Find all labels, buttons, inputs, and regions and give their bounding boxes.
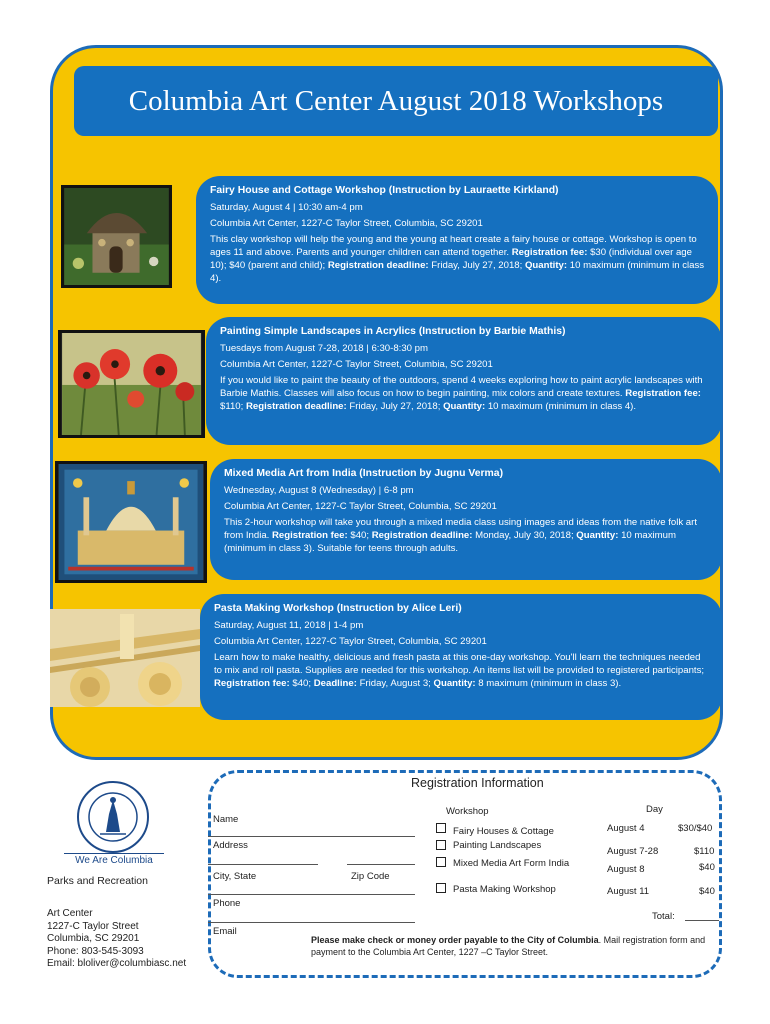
contact-address bbox=[47, 908, 186, 971]
option-name: Painting Landscapes bbox=[453, 840, 542, 851]
workshop-where: Columbia Art Center, 1227-C Taylor Street, Columbia, SC 29201 bbox=[210, 218, 483, 229]
deadline-label: Registration deadline: bbox=[371, 530, 473, 541]
mixed-media-checkbox[interactable] bbox=[436, 857, 446, 867]
description-text: This clay workshop will help the young and the young at heart create a fairy house or cottage. Workshop is open to ages 11 and above. Parents and younger children can attend together. bbox=[210, 234, 697, 258]
quantity-value: 10 maximum (minimum in class 4). bbox=[485, 401, 637, 412]
quantity-label: Quantity: bbox=[443, 401, 486, 412]
workshop-card-pasta bbox=[200, 594, 722, 720]
quantity-value: 10 maximum (minimum in class 4). bbox=[210, 260, 705, 284]
deadline-label: Registration deadline: bbox=[327, 260, 429, 271]
total-input-line[interactable] bbox=[685, 920, 719, 921]
option-day: August 7-28 bbox=[607, 846, 659, 857]
workshop-when: Saturday, August 11, 2018 | 1-4 pm bbox=[214, 620, 364, 631]
payment-rest-text: . Mail registration form and payment to the Columbia Art Center, 1227 –C Taylor Street. bbox=[311, 935, 706, 957]
option-name: Pasta Making Workshop bbox=[453, 884, 556, 895]
workshop-card-mixed-media bbox=[210, 459, 722, 580]
zip-code-label: Zip Code bbox=[351, 871, 390, 882]
workshop-where: Columbia Art Center, 1227-C Taylor Street, Columbia, SC 29201 bbox=[220, 359, 493, 370]
total-label: Total: bbox=[652, 911, 675, 922]
fee-label: Registration fee: bbox=[272, 530, 348, 541]
tagline bbox=[64, 853, 164, 868]
name-input-line[interactable] bbox=[208, 836, 415, 837]
option-price: $110 bbox=[694, 846, 715, 857]
page-title-text: Columbia Art Center August 2018 Workshops bbox=[128, 84, 664, 117]
workshop-card-painting bbox=[206, 317, 722, 445]
workshop-where: Columbia Art Center, 1227-C Taylor Street, Columbia, SC 29201 bbox=[214, 636, 487, 647]
registration-heading: Registration Information bbox=[411, 776, 544, 790]
workshop-description bbox=[210, 233, 706, 285]
fee-value: $40; bbox=[289, 678, 314, 689]
fairy-house-photo bbox=[61, 185, 172, 288]
workshop-title: Pasta Making Workshop (Instruction by Alice Leri) bbox=[214, 603, 462, 614]
pasta-image bbox=[50, 609, 200, 707]
option-day: August 4 bbox=[607, 823, 645, 834]
quantity-label: Quantity: bbox=[524, 260, 568, 271]
description-text: Learn how to make healthy, delicious and fresh pasta at this one-day workshop. You'll learn the techniques needed to mix and roll pasta. Supplies are needed for this workshop. An items list will be provided to registered participants; bbox=[214, 652, 705, 676]
workshop-when: Saturday, August 4 | 10:30 am-4 pm bbox=[210, 202, 363, 213]
description-text: If you would like to paint the beauty of the outdoors, spend 4 weeks exploring how to paint acrylic landscapes with Barbie Mathis. Classes will also focus on how to begin painting, mix colors and create textures. bbox=[220, 375, 703, 399]
city-seal-logo bbox=[76, 780, 150, 854]
city-state-label: City, State bbox=[213, 871, 257, 882]
address-input-line[interactable] bbox=[208, 864, 318, 865]
fee-label: Registration fee: bbox=[511, 247, 588, 258]
option-price: $40 bbox=[699, 862, 715, 873]
painting-landscapes-checkbox[interactable] bbox=[436, 840, 446, 850]
email-label: Email bbox=[213, 926, 237, 937]
workshop-column-header: Workshop bbox=[446, 806, 489, 817]
pasta-making-checkbox[interactable] bbox=[436, 883, 446, 893]
department-name: Parks and Recreation bbox=[47, 875, 148, 887]
option-day: August 8 bbox=[607, 864, 645, 875]
fee-label: Registration fee: bbox=[625, 388, 701, 399]
address-line: Columbia, SC 29201 bbox=[47, 933, 140, 944]
fairy-houses-checkbox[interactable] bbox=[436, 823, 446, 833]
phone-label: Phone bbox=[213, 898, 241, 909]
page-title bbox=[74, 66, 718, 136]
workshop-description bbox=[224, 516, 710, 555]
deadline-value: Friday, July 27, 2018; bbox=[346, 401, 444, 412]
city-seal-icon bbox=[76, 780, 150, 854]
fee-label: Registration fee: bbox=[214, 678, 290, 689]
option-price: $40 bbox=[699, 886, 715, 897]
workshop-card-fairy-house bbox=[196, 176, 718, 304]
india-art-photo bbox=[55, 461, 207, 583]
address-line: Art Center bbox=[47, 908, 93, 919]
fee-value: $40; bbox=[347, 530, 372, 541]
city-input-line[interactable] bbox=[208, 894, 415, 895]
fee-value: $110; bbox=[220, 401, 246, 412]
payment-bold-text: Please make check or money order payable to the City of Columbia bbox=[311, 935, 599, 945]
quantity-label: Quantity: bbox=[433, 678, 476, 689]
option-name: Fairy Houses & Cottage bbox=[453, 826, 554, 837]
day-column-header: Day bbox=[646, 804, 663, 815]
phone-input-line[interactable] bbox=[208, 922, 415, 923]
taj-mahal-art-image bbox=[58, 464, 204, 580]
quantity-value: 10 maximum (minimum in class 3). Suitable for teens through adults. bbox=[224, 530, 676, 554]
quantity-value: 8 maximum (minimum in class 3). bbox=[475, 678, 622, 689]
address-line: 1227-C Taylor Street bbox=[47, 920, 139, 932]
workshop-title: Painting Simple Landscapes in Acrylics (Instruction by Barbie Mathis) bbox=[220, 326, 566, 337]
email-line: Email: bloliver@columbiasc.net bbox=[47, 958, 187, 969]
workshop-title: Fairy House and Cottage Workshop (Instruction by Lauraette Kirkland) bbox=[210, 185, 559, 196]
workshop-description bbox=[214, 651, 710, 690]
tagline-text: We Are Columbia bbox=[75, 855, 153, 866]
workshop-title: Mixed Media Art from India (Instruction by Jugnu Verma) bbox=[224, 468, 504, 479]
deadline-label: Registration deadline: bbox=[245, 401, 347, 412]
address-label: Address bbox=[213, 840, 248, 851]
option-price: $30/$40 bbox=[678, 823, 713, 834]
option-name: Mixed Media Art Form India bbox=[453, 858, 570, 869]
workshop-description bbox=[220, 374, 710, 413]
poppy-landscape-image bbox=[61, 333, 202, 435]
description-text: This 2-hour workshop will take you through a mixed media class using images and ideas from the native folk art from India. bbox=[224, 517, 697, 541]
deadline-value: Monday, July 30, 2018; bbox=[472, 530, 577, 541]
name-label: Name bbox=[213, 814, 239, 825]
deadline-value: Friday, July 27, 2018; bbox=[428, 260, 525, 271]
workshop-when: Wednesday, August 8 (Wednesday) | 6-8 pm bbox=[224, 485, 414, 496]
deadline-label: Deadline: bbox=[313, 678, 357, 689]
fairy-house-image bbox=[64, 188, 169, 285]
workshop-when: Tuesdays from August 7-28, 2018 | 6:30-8:30 pm bbox=[220, 343, 428, 354]
fee-value: $30 (individual over age 10); $40 (parent and child); bbox=[210, 247, 692, 271]
pasta-photo bbox=[50, 609, 200, 707]
address-input-line-2[interactable] bbox=[347, 864, 415, 865]
payment-instructions bbox=[311, 934, 711, 958]
phone-line: Phone: 803-545-3093 bbox=[47, 945, 144, 957]
workshop-where: Columbia Art Center, 1227-C Taylor Street, Columbia, SC 29201 bbox=[224, 501, 497, 512]
deadline-value: Friday, August 3; bbox=[356, 678, 434, 689]
option-day: August 11 bbox=[607, 886, 650, 897]
quantity-label: Quantity: bbox=[576, 530, 619, 541]
poppy-painting-photo bbox=[58, 330, 205, 438]
